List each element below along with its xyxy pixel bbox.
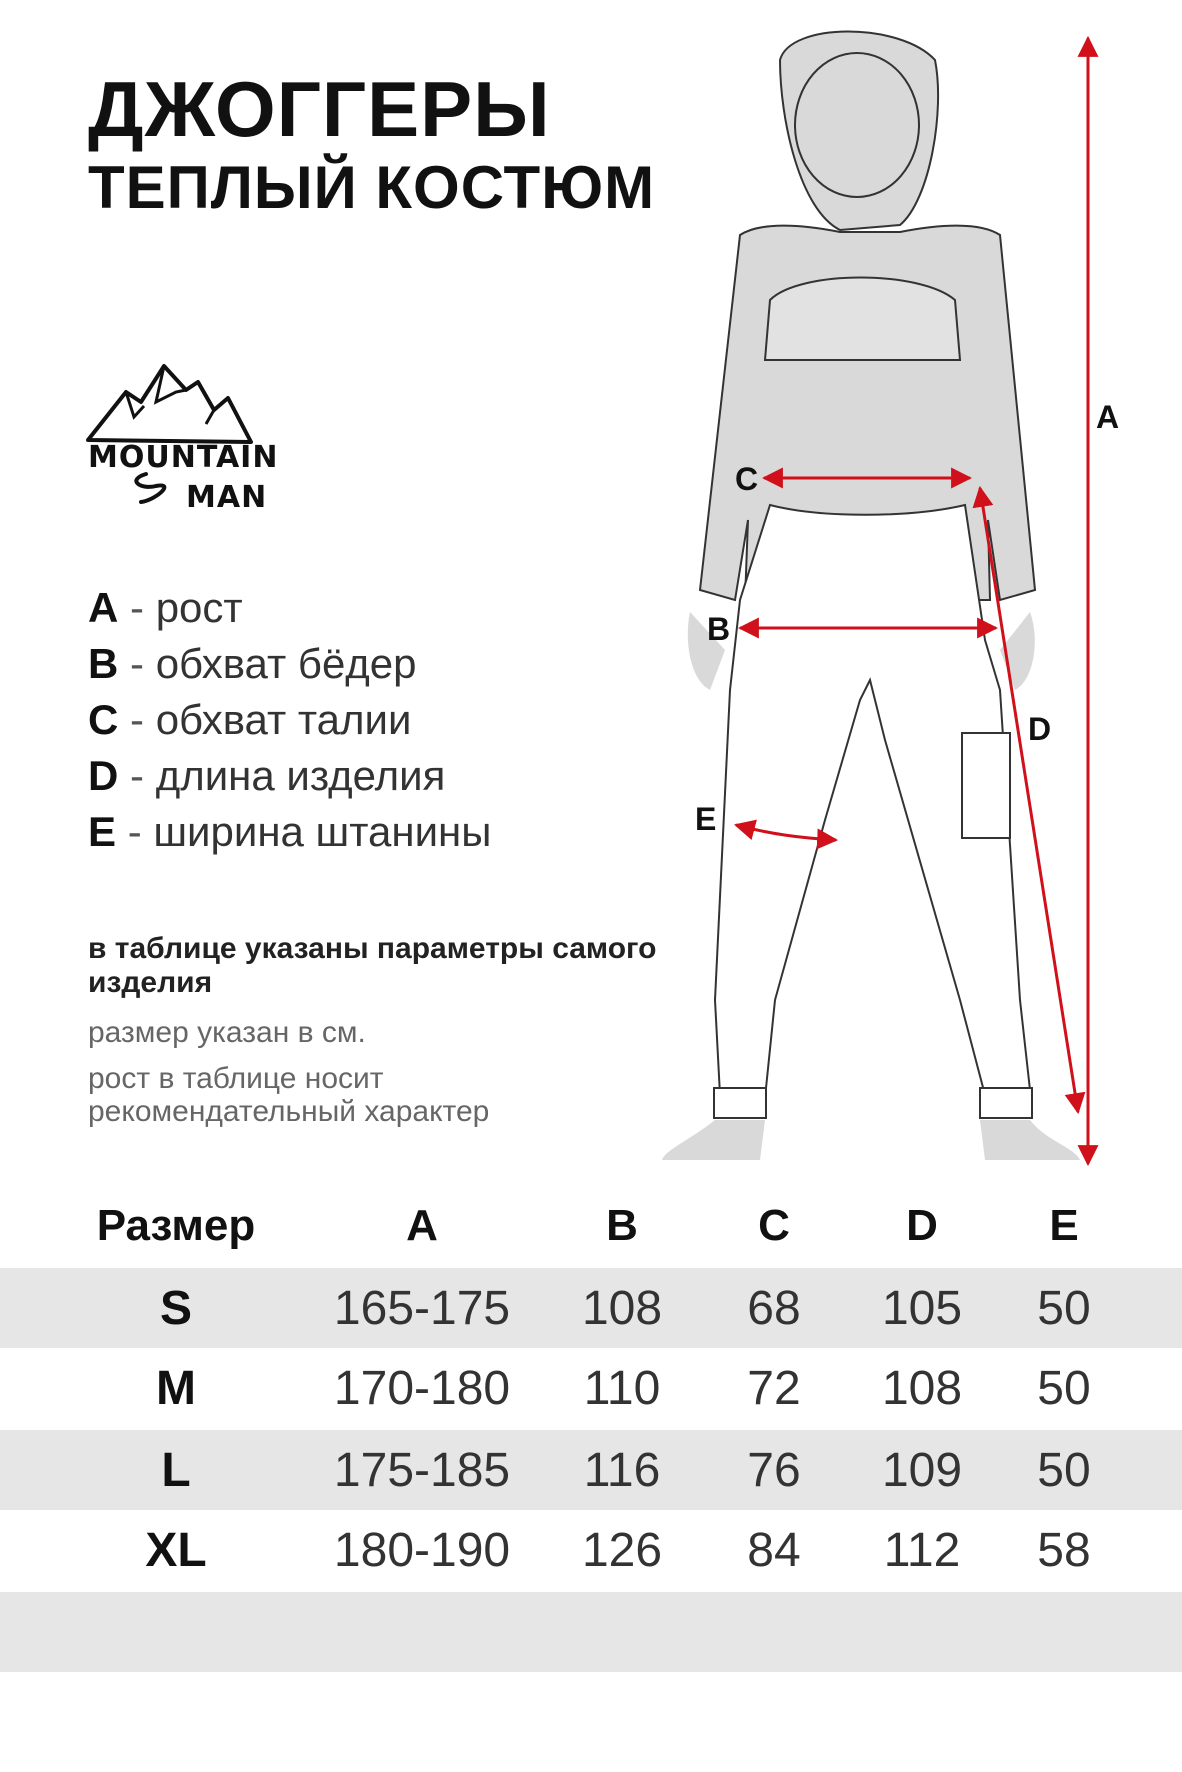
legend-key: A bbox=[88, 584, 119, 631]
header-d: D bbox=[906, 1201, 938, 1250]
legend-key: E bbox=[88, 808, 117, 855]
size-cell: S bbox=[159, 1281, 193, 1335]
header-e: E bbox=[1049, 1201, 1079, 1250]
legend-label: обхват бёдер bbox=[155, 640, 417, 687]
table-cell: 84 bbox=[747, 1523, 801, 1577]
table-cell: 112 bbox=[883, 1523, 961, 1577]
legend-item-d bbox=[88, 748, 491, 804]
table-cell: 68 bbox=[747, 1281, 801, 1335]
legend-separator: - bbox=[130, 584, 145, 631]
table-cell: 50 bbox=[1037, 1281, 1091, 1335]
table-cell: 170-180 bbox=[333, 1361, 511, 1415]
header-c: C bbox=[758, 1201, 790, 1250]
note-product-params: в таблице указаны параметры самого изделия bbox=[88, 932, 657, 999]
legend-separator: - bbox=[130, 640, 145, 687]
legend-separator: - bbox=[130, 696, 145, 743]
table-cell: 72 bbox=[747, 1361, 801, 1415]
table-cell: 50 bbox=[1037, 1443, 1091, 1497]
legend-item-c bbox=[88, 692, 491, 748]
brand-name-line2: MAN bbox=[186, 480, 268, 515]
legend-label: ширина штанины bbox=[153, 808, 492, 855]
garment-diagram bbox=[655, 20, 1125, 1180]
table-cell: 50 bbox=[1037, 1361, 1091, 1415]
legend-key: D bbox=[88, 752, 119, 799]
table-empty-row bbox=[0, 1592, 1182, 1672]
dimension-c-label: C bbox=[735, 461, 759, 497]
table-cell: 180-190 bbox=[333, 1523, 511, 1577]
dimension-b-label: B bbox=[707, 611, 731, 647]
table-row bbox=[0, 1268, 1182, 1348]
header-a: A bbox=[406, 1201, 438, 1250]
legend-item-e bbox=[88, 804, 491, 860]
human-figure bbox=[662, 32, 1080, 1161]
legend-label: длина изделия bbox=[155, 752, 446, 799]
legend-label: обхват талии bbox=[155, 696, 412, 743]
table-cell: 108 bbox=[581, 1281, 663, 1335]
size-table-header bbox=[0, 1195, 1182, 1257]
size-cell: XL bbox=[145, 1523, 207, 1577]
table-cell: 105 bbox=[881, 1281, 963, 1335]
legend-key: C bbox=[88, 696, 119, 743]
dimension-a-label: A bbox=[1096, 399, 1120, 435]
table-cell: 109 bbox=[881, 1443, 963, 1497]
legend-label: рост bbox=[155, 584, 243, 631]
table-row bbox=[0, 1510, 1182, 1590]
measurement-legend bbox=[88, 580, 491, 860]
size-cell: M bbox=[156, 1361, 196, 1415]
note-height: рост в таблице носит рекомендательный характер bbox=[88, 1062, 490, 1128]
legend-separator: - bbox=[127, 808, 142, 855]
table-cell: 126 bbox=[581, 1523, 663, 1577]
header-size: Размер bbox=[96, 1201, 256, 1250]
dimension-d-label: D bbox=[1028, 711, 1052, 747]
table-cell: 165-175 bbox=[333, 1281, 511, 1335]
brand-name-line1: MOUNTAIN bbox=[88, 440, 279, 475]
table-cell: 175-185 bbox=[333, 1443, 511, 1497]
note-units: размер указан в см. bbox=[88, 1016, 366, 1049]
page-subtitle: ТЕПЛЫЙ КОСТЮМ bbox=[88, 154, 656, 221]
table-cell: 110 bbox=[583, 1361, 661, 1415]
table-row bbox=[0, 1348, 1182, 1428]
legend-separator: - bbox=[130, 752, 145, 799]
table-cell: 58 bbox=[1037, 1523, 1091, 1577]
legend-key: B bbox=[88, 640, 119, 687]
legend-item-a bbox=[88, 580, 491, 636]
page-title: ДЖОГГЕРЫ bbox=[88, 65, 551, 153]
size-cell: L bbox=[161, 1443, 191, 1497]
table-row bbox=[0, 1430, 1182, 1510]
legend-item-b bbox=[88, 636, 491, 692]
header-b: B bbox=[606, 1201, 638, 1250]
table-cell: 116 bbox=[583, 1443, 661, 1497]
dimension-e-label: E bbox=[695, 801, 717, 837]
table-cell: 76 bbox=[747, 1443, 801, 1497]
table-cell: 108 bbox=[881, 1361, 963, 1415]
brand-logo bbox=[86, 362, 286, 522]
